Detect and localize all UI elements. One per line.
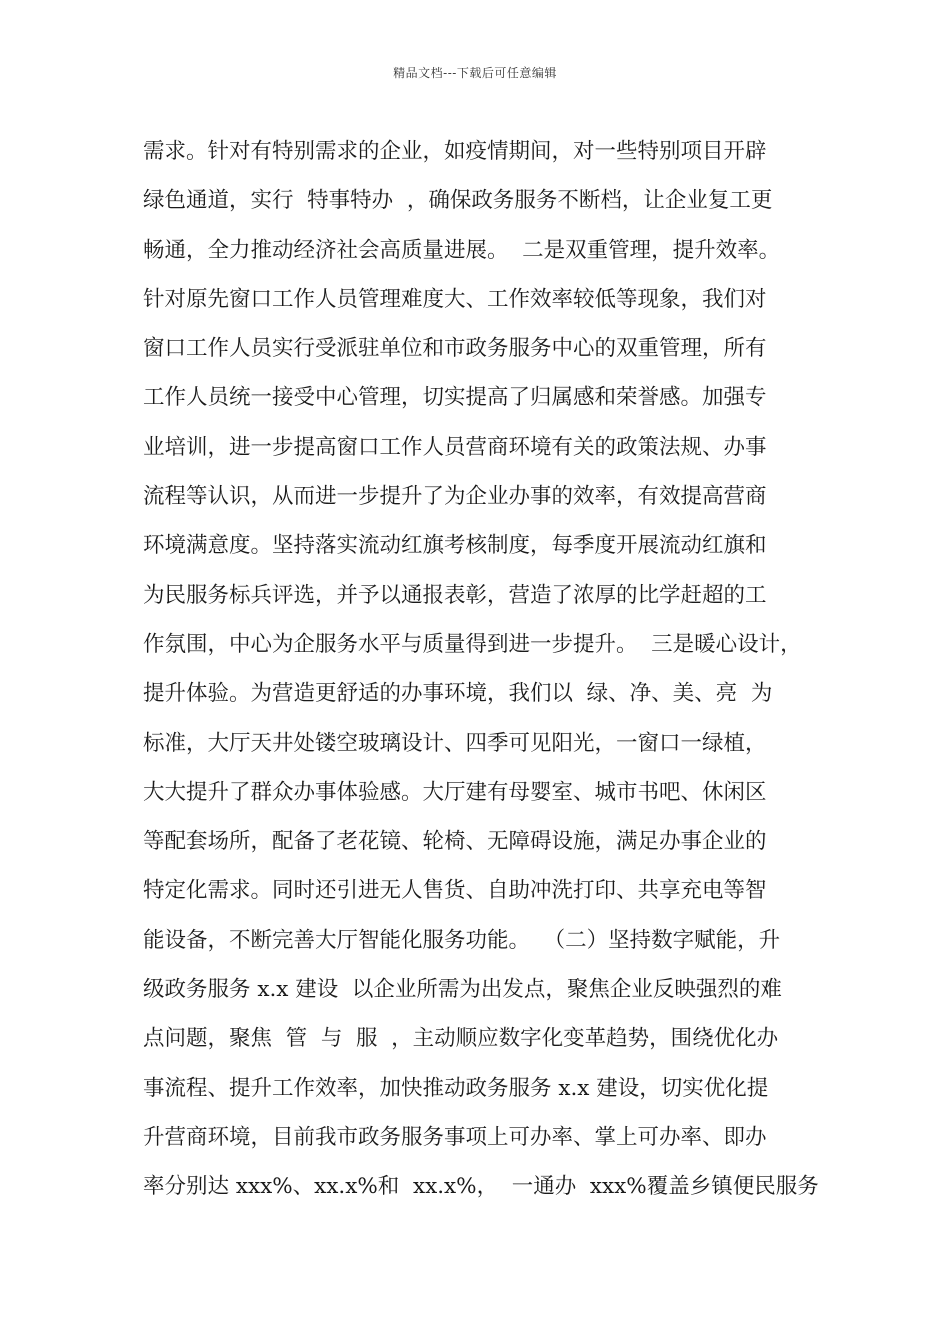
text-line: 事流程、提升工作效率，加快推动政务服务 x.x 建设，切实优化提 [143,1075,769,1101]
text-line: 标准，大厅天井处镂空玻璃设计、四季可见阳光，一窗口一绿植， [143,730,767,756]
text-line: 畅通，全力推动经济社会高质量进展。 二是双重管理，提升效率。 [143,237,781,263]
text-line: 升营商环境，目前我市政务服务事项上可办率、掌上可办率、即办 [143,1124,767,1150]
text-line: 绿色通道，实行 特事特办 ，确保政务服务不断档，让企业复工更 [143,188,773,214]
text-line: 等配套场所，配备了老花镜、轮椅、无障碍设施，满足办事企业的 [143,829,767,855]
text-line: 能设备，不断完善大厅智能化服务功能。 （二）坚持数字赋能，升 [143,927,781,953]
body-text [143,134,823,1219]
text-line: 率分别达 xxx%、xx.x%和 xx.x%， 一通办 xxx%覆盖乡镇便民服务 [143,1174,819,1200]
text-line: 工作人员统一接受中心管理，切实提高了归属感和荣誉感。加强专 [143,385,767,411]
page-header: 精品文档---下载后可任意编辑 [393,66,557,80]
text-line: 针对原先窗口工作人员管理难度大、工作效率较低等现象，我们对 [143,286,767,312]
text-line: 作氛围，中心为企服务水平与质量得到进一步提升。 三是暖心设计， [143,631,802,657]
text-line: 需求。针对有特别需求的企业，如疫情期间，对一些特别项目开辟 [143,139,767,164]
text-line: 环境满意度。坚持落实流动红旗考核制度，每季度开展流动红旗和 [143,533,767,559]
text-line: 级政务服务 x.x 建设 以企业所需为出发点，聚焦企业反映强烈的难 [143,977,782,1003]
text-line: 点问题，聚焦 管 与 服 ，主动顺应数字化变革趋势，围绕优化办 [143,1026,779,1052]
text-line: 窗口工作人员实行受派驻单位和市政务服务中心的双重管理，所有 [143,336,767,362]
text-line: 提升体验。为营造更舒适的办事环境，我们以 绿、净、美、亮 为 [143,681,773,707]
text-line: 为民服务标兵评选，并予以通报表彰，营造了浓厚的比学赶超的工 [143,582,767,608]
text-line: 流程等认识，从而进一步提升了为企业办事的效率，有效提高营商 [143,484,767,510]
text-line: 大大提升了群众办事体验感。大厅建有母婴室、城市书吧、休闲区 [143,779,767,805]
text-line: 业培训，进一步提高窗口工作人员营商环境有关的政策法规、办事 [143,434,767,460]
text-line: 特定化需求。同时还引进无人售货、自助冲洗打印、共享充电等智 [143,878,767,904]
